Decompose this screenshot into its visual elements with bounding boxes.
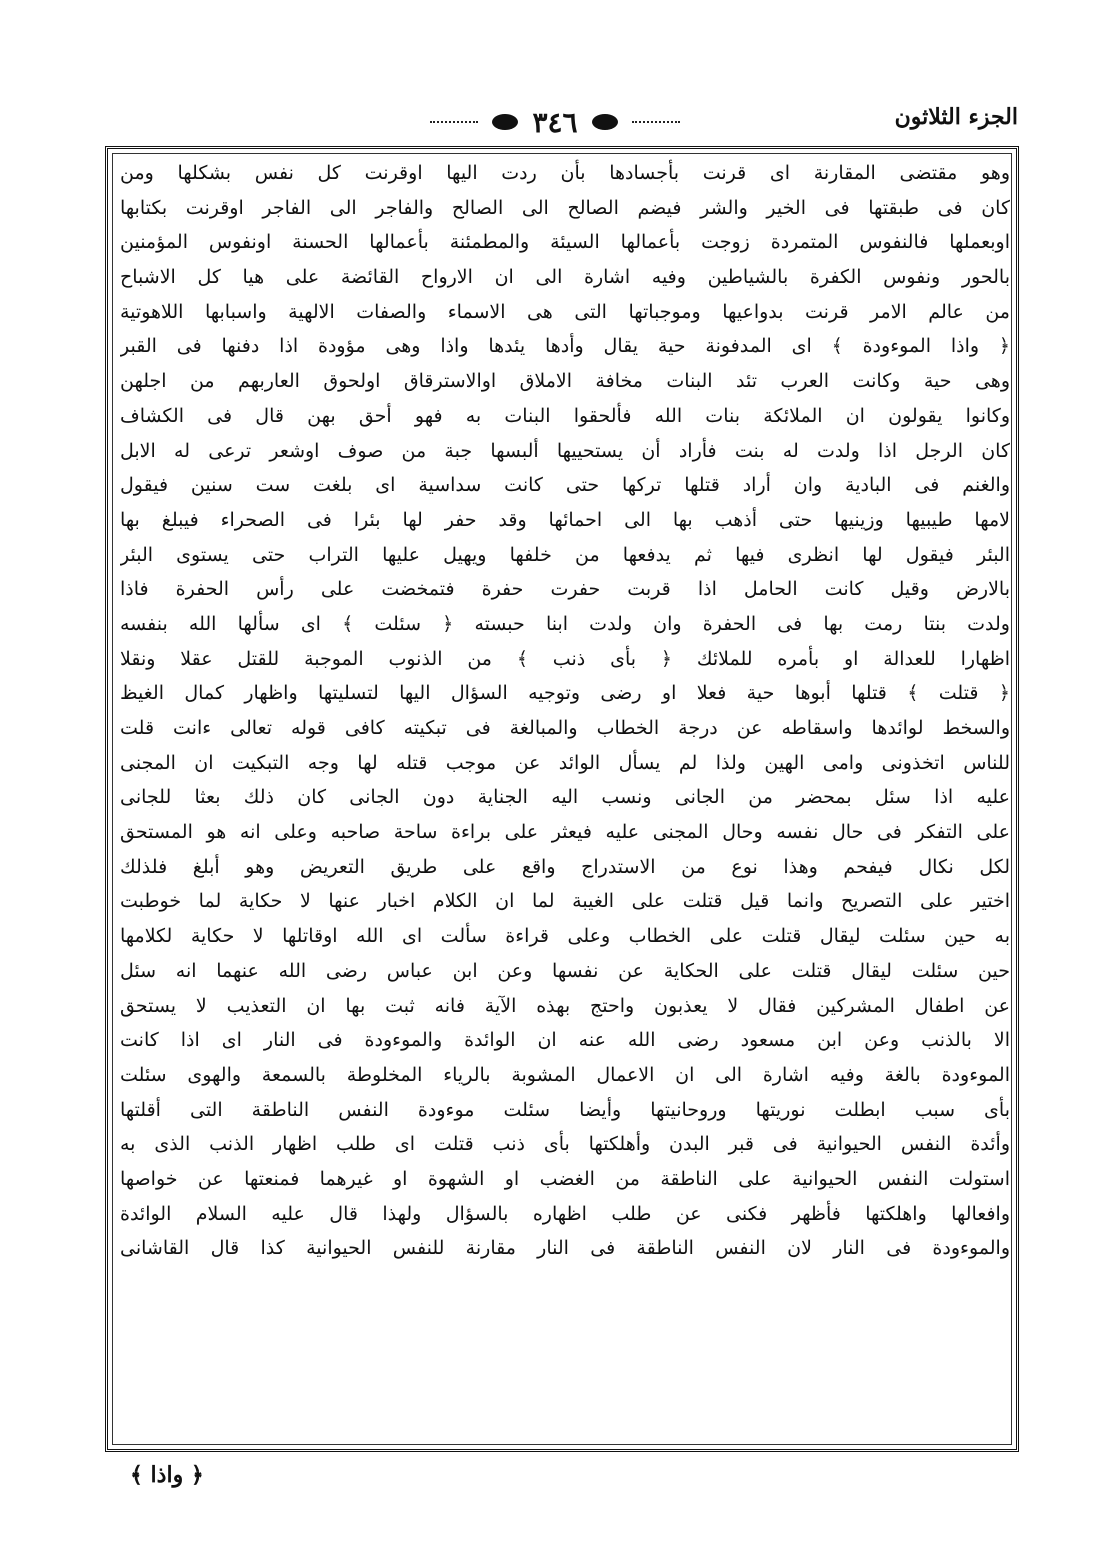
page-number-ornament	[430, 102, 680, 142]
text-line: بالحور ونفوس الكفرة بالشياطين وفيه اشارة الى ان الارواح القائضة على هيا كل الاشباح	[120, 266, 1010, 289]
text-line: ﴿ قتلت ﴾ قتلها أبوها حية فعلا او رضى وتوجيه السؤال اليها لتسليتها واظهار كمال الغيظ	[120, 682, 1010, 705]
text-line: اظهارا للعدالة او بأمره للملائك ﴿ بأى ذنب ﴾ من الذنوب الموجبة للقتل عقلا ونقلا	[120, 647, 1010, 670]
ornament-dots-left	[430, 121, 478, 123]
text-line: ﴿ واذا الموءودة ﴾ اى المدفونة حية يقال وأدها يئدها واذا وهى مؤودة اذا دفنها فى القبر	[120, 335, 1010, 358]
page-number: ٣٤٦	[532, 105, 578, 139]
ornament-left-icon	[492, 114, 518, 130]
text-line: الموءودة بالغة وفيه اشارة الى ان الاعمال المشوبة بالرياء المخلوطة بالسمعة والهوى سئلت	[120, 1063, 1010, 1086]
text-line: كان الرجل اذا ولدت له بنت فأراد أن يستحييها ألبسها جبة من صوف اوشعر ترعى له الابل	[120, 439, 1010, 462]
text-line: لكل نكال فيفحم وهذا نوع من الاستدراج واقع على طريق التعريض وهو أبلغ فلذلك	[120, 855, 1010, 878]
text-line: وأئدة النفس الحيوانية فى قبر البدن وأهلكتها بأى ذنب قتلت اى طلب اظهار الذنب الذى به	[120, 1133, 1010, 1156]
text-line: اوبعملها فالنفوس المتمردة زوجت بأعمالها السيئة والمطمئنة بأعمالها الحسنة اونفوس المؤمنين	[120, 231, 1010, 254]
part-title: الجزء الثلاثون	[894, 104, 1018, 130]
text-line: كان فى طبقتها فى الخير والشر فيضم الصالح الى الصالح والفاجر الى الفاجر اوقرنت بكتابها	[120, 196, 1010, 219]
text-line: والموءودة فى النار لان النفس الناطقة فى النار مقارنة للنفس الحيوانية كذا قال القاشانى	[120, 1237, 1010, 1260]
text-line: عليه اذا سئل بمحضر من الجانى ونسب اليه الجناية دون الجانى كان ذلك بعثا للجانى	[120, 786, 1010, 809]
text-line: اختير على التصريح وانما قيل قتلت على الغيبة لما ان الكلام اخبار عنها لا حكاية لما خوطبت	[120, 890, 1010, 913]
text-line: استولت النفس الحيوانية على الناطقة من الغضب او الشهوة او غيرهما فمنعتها عن خواصها	[120, 1167, 1010, 1190]
body-text	[120, 156, 1010, 1266]
text-line: بالارض وقيل كانت الحامل اذا قربت حفرت حفرة فتمخضت على رأس الحفرة فاذا	[120, 578, 1010, 601]
text-line: وافعالها واهلكتها فأظهر فكنى عن طلب اظهاره بالسؤال ولهذا قال عليه السلام الوائدة	[120, 1202, 1010, 1225]
text-line: عن اطفال المشركين فقال لا يعذبون واحتج بهذه الآية فانه ثبت بها ان التعذيب لا يستحق	[120, 994, 1010, 1017]
ornament-dots-right	[632, 121, 680, 123]
text-line: الا بالذنب وعن ابن مسعود رضى الله عنه ان الوائدة والموءودة فى النار اى اذا كانت	[120, 1029, 1010, 1052]
text-line: من عالم الامر قرنت بدواعيها وموجباتها التى هى الاسماء والصفات الالهية واسبابها اللاهوتية	[120, 300, 1010, 323]
text-line: وكانوا يقولون ان الملائكة بنات الله فألحقوا البنات به فهو أحق بهن قال فى الكشاف	[120, 404, 1010, 427]
text-line: والغنم فى البادية وان أراد قتلها تركها حتى كانت سداسية اى بلغت ست سنين فيقول	[120, 474, 1010, 497]
text-line: وهى حية وكانت العرب تئد البنات مخافة الاملاق اوالاسترقاق اولحوق العاربهم من اجلهن	[120, 370, 1010, 393]
text-line: البئر فيقول لها انظرى فيها ثم يدفعها من خلفها ويهيل عليها التراب حتى يستوى البئر	[120, 543, 1010, 566]
catchword: ﴿ واذا ﴾	[130, 1462, 204, 1488]
text-line: بأى سبب ابطلت نوريتها وروحانيتها وأيضا سئلت موءودة النفس الناطقة التى أقلتها	[120, 1098, 1010, 1121]
text-line: وهو مقتضى المقارنة اى قرنت بأجسادها بأن ردت اليها اوقرنت كل نفس بشكلها ومن	[120, 162, 1010, 184]
text-line: حين سئلت ليقال قتلت على الحكاية عن نفسها وعن ابن عباس رضى الله عنهما انه سئل	[120, 959, 1010, 982]
text-line: للناس اتخذونى وامى الهين ولذا لم يسأل الوائد عن موجب قتله لها وجه التبكيت ان المجنى	[120, 751, 1010, 774]
text-line: والسخط لوائدها واسقاطه عن درجة الخطاب والمبالغة فى تبكيته كافى قوله تعالى ءانت قلت	[120, 717, 1010, 739]
page-header	[100, 98, 1018, 148]
text-line: على التفكر فى حال نفسه وحال المجنى عليه فيعثر على براءة ساحة صاحبه وعلى انه هو المستحق	[120, 821, 1010, 844]
ornament-right-icon	[592, 114, 618, 130]
text-line: لامها طيبيها وزينيها حتى أذهب بها الى احمائها وقد حفر لها بئرا فى الصحراء فيبلغ بها	[120, 508, 1010, 531]
text-line: ولدت بنتا رمت بها فى الحفرة وان ولدت ابنا حبسته ﴿ سئلت ﴾ اى سألها الله بنفسه	[120, 612, 1010, 635]
text-line: به حين سئلت ليقال قتلت على الخطاب وعلى قراءة سألت اى الله اوقاتلها لا حكاية لكلامها	[120, 925, 1010, 948]
